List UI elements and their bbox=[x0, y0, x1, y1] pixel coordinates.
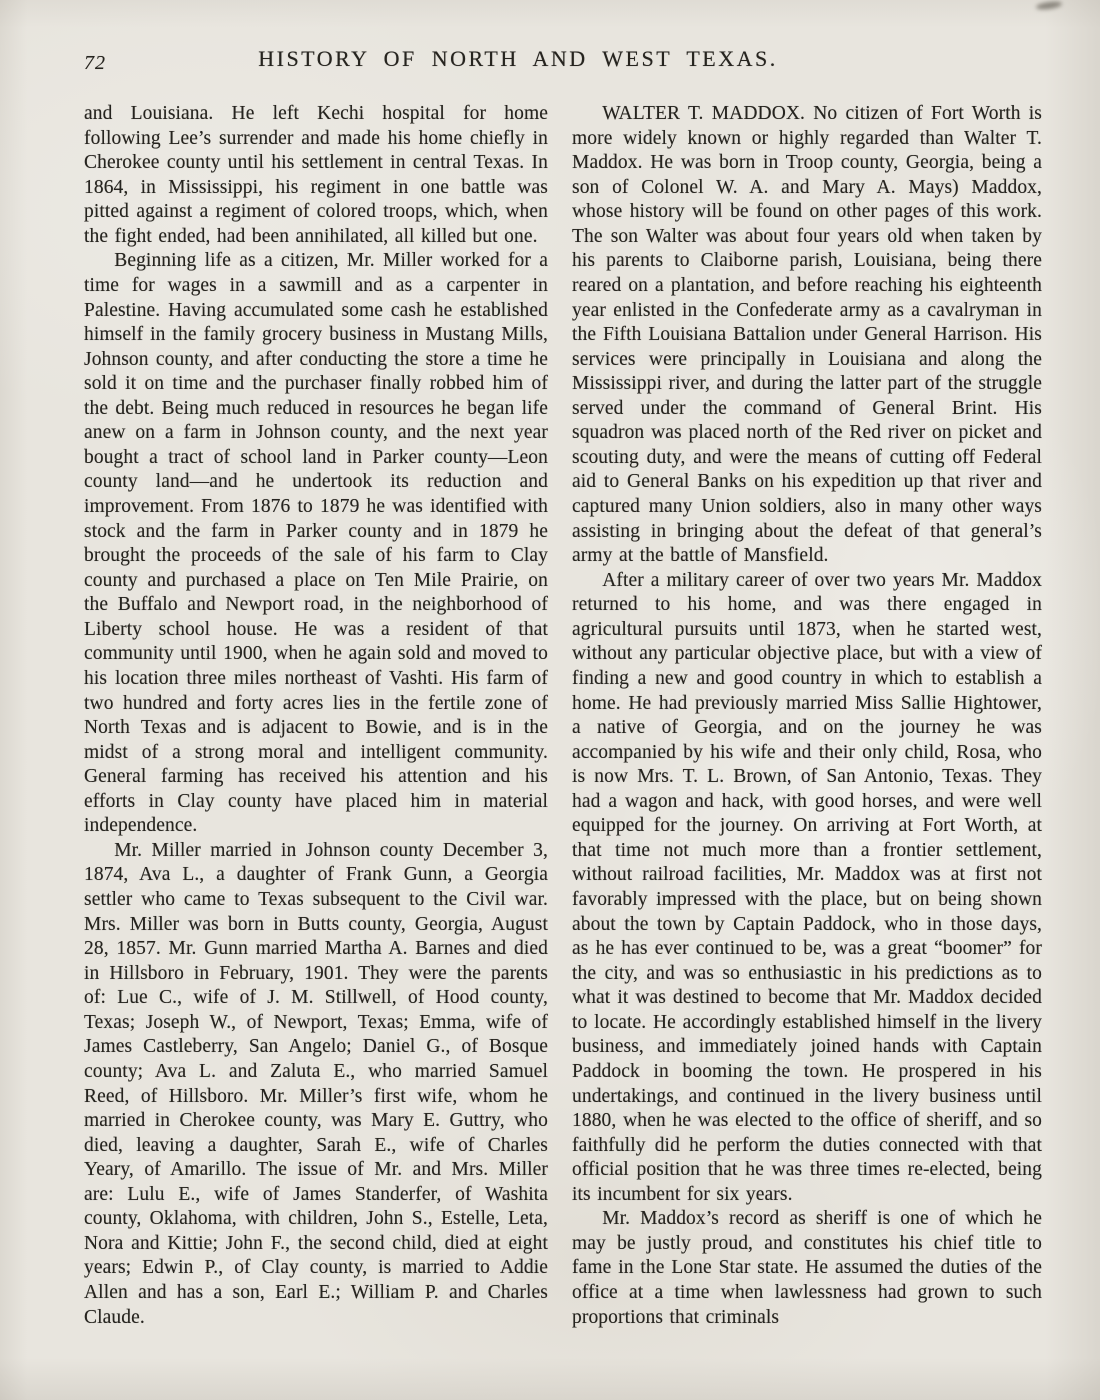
paragraph: WALTER T. MADDOX. No citizen of Fort Worth is more widely known or highly regarded than Walter T. Maddox. He was born in Troop county, Georgia, being a son of Colonel W. A. and Mary A. Mays) Maddox, whose history will be found on other pages of this work. The son Walter was about four years old when taken by his parents to Claiborne parish, Louisiana, being there reared on a plantation, and before reaching his eighteenth year enlisted in the Confederate army as a cavalryman in the Fifth Louisiana Battalion under General Harrison. His services were principally in Louisiana and along the Mississippi river, and during the latter part of the struggle served under the command of General Brint. His squadron was placed north of the Red river on picket and scouting duty, and were the means of cutting off Federal aid to General Banks on his expedition up that river and captured many Union soldiers, also in many other ways assisting in bringing about the defeat of that general’s army at the battle of Mansfield. bbox=[572, 103, 1042, 567]
running-title: HISTORY OF NORTH AND WEST TEXAS. bbox=[258, 46, 778, 71]
paragraph: Mr. Miller married in Johnson county December 3, 1874, Ava L., a daughter of Frank Gunn, a Georgia settler who came to Texas subsequent to the Civil war. Mrs. Miller was born in Butts county, Georgia, August 28, 1857. Mr. Gunn married Martha A. Barnes and died in Hillsboro in February, 1901. They were the parents of: Lue C., wife of J. M. Stillwell, of Hood county, Texas; Joseph W., of Newport, Texas; Emma, wife of James Castleberry, San Angelo; Daniel G., of Bosque county; Ava L. and Zaluta E., who married Samuel Reed, of Hillsboro. Mr. Miller’s first wife, whom he married in Cherokee county, was Mary E. Guttry, who died, leaving a daughter, Sarah E., wife of Charles Yeary, of Amarillo. The issue of Mr. and Mrs. Miller are: Lulu E., wife of James Standerfer, of Washita county, Oklahoma, with children, John S., Estelle, Leta, Nora and Kittie; John F., the second child, died at eight years; Edwin P., of Clay county, is married to Addie Allen and has a son, Earl E.; William P. and Charles Claude. bbox=[84, 839, 548, 1328]
paragraph: Beginning life as a citizen, Mr. Miller worked for a time for wages in a sawmill and as a carpenter in Palestine. Having accumulated some cash he established himself in the family grocery business in Mustang Mills, Johnson county, and after conducting the store a time he sold it on time and the purchaser finally robbed him of the debt. Being much reduced in resources he began life anew on a farm in Johnson county, and the next year bought a tract of school land in Parker county—Leon county land—and he undertook its reduction and improvement. From 1876 to 1879 he was identified with stock and the farm in Parker county and in 1879 he brought the proceeds of the sale of his farm to Clay county and purchased a place on Ten Mile Prairie, on the Buffalo and Newport road, in the neighborhood of Liberty school house. He was a resident of that community until 1900, when he again sold and moved to his location three miles northeast of Vashti. His farm of two hundred and forty acres lies in the fertile zone of North Texas and is adjacent to Bowie, and is in the midst of a strong moral and intelligent community. General farming has received his attention and his efforts in Clay county have placed him in material independence. bbox=[84, 250, 548, 837]
paragraph: and Louisiana. He left Kechi hospital for home following Lee’s surrender and made his home chiefly in Cherokee county until his settlement in central Texas. In 1864, in Mississippi, his regiment in one battle was pitted against a regiment of colored troops, which, when the fight ended, had been annihilated, all killed but one. bbox=[84, 103, 548, 247]
left-column bbox=[84, 102, 548, 1330]
scan-smudge bbox=[1036, 0, 1063, 11]
page-header bbox=[0, 46, 1100, 80]
right-column bbox=[572, 102, 1042, 1330]
paragraph: After a military career of over two years Mr. Maddox returned to his home, and was there engaged in agricultural pursuits until 1873, when he started west, without any particular objective place, but with a view of finding a new and good country in which to establish a home. He had previously married Miss Sallie Hightower, a native of Georgia, and on the journey he was accompanied by his wife and their only child, Rosa, who is now Mrs. T. L. Brown, of San Antonio, Texas. They had a wagon and hack, with good horses, and were well equipped for the journey. On arriving at Fort Worth, at that time not much more than a frontier settlement, without railroad facilities, Mr. Maddox was at first not favorably impressed with the place, but on being shown about the town by Captain Paddock, who in those days, as he has ever continued to be, was a great “boomer” for the city, and was so enthusiastic in his predictions as to what it was destined to become that Mr. Maddox decided to locate. He accordingly established himself in the livery business, and immediately joined hands with Captain Paddock in booming the town. He prospered in his undertakings, and continued in the livery business until 1880, when he was elected to the office of sheriff, and so faithfully did he perform the duties connected with that official position that he was three times re-elected, being its incumbent for six years. bbox=[572, 569, 1042, 1205]
text-columns bbox=[0, 80, 1100, 1330]
paragraph: Mr. Maddox’s record as sheriff is one of which he may be justly proud, and constitutes his chief title to fame in the Lone Star state. He assumed the duties of the office at a time when lawlessness had grown to such proportions that criminals bbox=[572, 1208, 1042, 1328]
page-number: 72 bbox=[84, 52, 106, 74]
